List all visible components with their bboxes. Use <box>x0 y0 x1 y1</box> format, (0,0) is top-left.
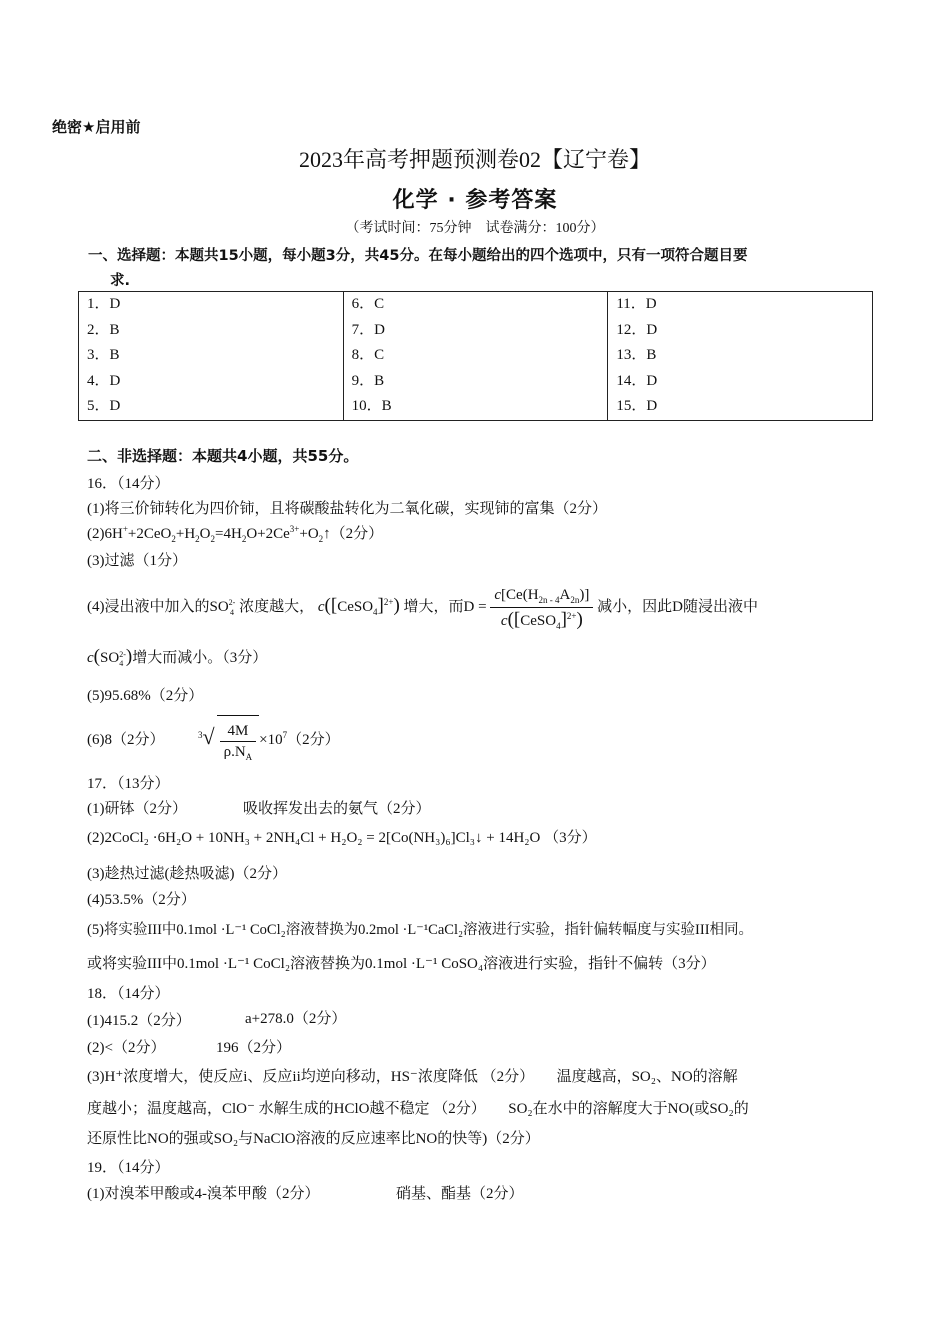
math-c: c <box>494 586 502 603</box>
math-exp: 7 <box>282 730 288 740</box>
fraction-numerator: 4M <box>220 721 257 742</box>
q16-title: 16．（14分） <box>87 476 170 492</box>
math-times: ×10 <box>259 732 283 748</box>
answer-item: 5．D <box>87 398 121 415</box>
fraction-denominator: c([CeSO$_4$]$^{2+}$) <box>500 608 583 631</box>
q16-answer-1: (1)将三价铈转化为四价铈，且将碳酸盐转化为二氧化碳，实现铈的富集（2分） <box>87 501 607 517</box>
answer-item: 10．B <box>351 398 392 415</box>
answer-item: 9．B <box>351 372 385 389</box>
math-c: c <box>500 612 508 629</box>
root-index: 3 <box>198 730 203 740</box>
q16-a6-text: （2分） <box>287 732 340 748</box>
q18-answer-3-line1: (3)H⁺浓度增大，使反应i、反应ii均逆向移动，HS⁻浓度降低 （2分） 温度越高，SO₂、NO的溶解 <box>87 1069 738 1085</box>
q19-answer-1-left: (1)对溴苯甲酸或4-溴苯甲酸（2分） <box>87 1186 320 1202</box>
q18-answer-3-line3: 还原性比NO的强或SO₂与NaClO溶液的反应速率比NO的快等)（2分） <box>87 1131 540 1147</box>
q18-answer-1-right: a+278.0（2分） <box>245 1011 347 1027</box>
q16-a4-text: 浓度越大， <box>239 599 315 615</box>
q17-answer-3: (3)趁热过滤(趁热吸滤)（2分） <box>87 866 287 882</box>
confidential-mark: 绝密★启用前 <box>52 118 141 136</box>
fraction-numerator: $c[Ce(H_{2n - 4}A_{2n})]$ <box>490 583 593 608</box>
section2-heading: 二、非选择题：本题共4小题，共55分。 <box>87 447 359 465</box>
q16-answer-4: (4)浸出液中加入的SO2- 4 浓度越大， c([CeSO$_4$]$^{2+}$) 增大，而D = $\frac{c[Ce(H_{2n - 4}A_{2n})]}{c([CeSO_4]^{2+})}$ 减小，因此D随浸出液中 <box>87 576 758 636</box>
answer-table-row <box>79 292 873 421</box>
q18-answer-2-left: (2)<（2分） <box>87 1040 166 1056</box>
q16-a2-part: ↑（2分） <box>323 526 384 542</box>
q17-a2-text: （3分） <box>544 830 597 846</box>
math-ceso4: CeSO <box>337 599 374 615</box>
page-title: 2023年高考押题预测卷02【辽宁卷】 <box>298 147 651 172</box>
q18-answer-2-right: 196（2分） <box>216 1040 292 1056</box>
math-sub: 2n <box>570 594 580 605</box>
exam-info: （考试时间：75分钟 试卷满分：100分） <box>345 221 605 236</box>
q19-title: 19．（14分） <box>87 1160 170 1176</box>
math-sub: A <box>245 752 253 763</box>
answer-item: 11．D <box>616 296 657 312</box>
answer-item: 13．B <box>616 347 657 364</box>
q16-a2-part: +2CeO <box>127 526 172 542</box>
q18-title: 18．（14分） <box>87 986 170 1002</box>
math-h: H <box>527 586 539 603</box>
answer-item: 7．D <box>351 321 385 338</box>
q16-a4-text: 增大，而 <box>403 599 464 615</box>
math-so4: SO <box>100 650 120 666</box>
q16-a2-part: +H <box>175 526 196 542</box>
q16-a4-text: (4)浸出液中加入的SO <box>87 599 229 615</box>
q18-answer-1-left: (1)415.2（2分） <box>87 1013 191 1029</box>
q16-a2-part: (2)6H <box>87 526 123 542</box>
math-c: c <box>87 650 94 666</box>
answer-item: 4．D <box>87 372 121 389</box>
q17-a2-equation: 2CoCl₂ ·6H₂O + 10NH₃ + 2NH₄Cl + H₂O₂ = 2[Co(NH₃)₆]Cl₃↓ + 14H₂O <box>104 830 541 846</box>
answer-item: 15．D <box>616 398 658 415</box>
page-subtitle: 化学 · 参考答案 <box>392 188 558 213</box>
math-ce: Ce <box>506 586 523 603</box>
answer-column-3 <box>608 292 873 421</box>
section1-heading-cont: 求. <box>110 273 131 289</box>
q16-a2-part: =4H <box>215 526 242 542</box>
q17-answer-5-line1: (5)将实验III中0.1mol ·L⁻¹ CoCl₂溶液替换为0.2mol ·L⁻¹CaCl₂溶液进行实验，指针偏转幅度与实验III相同。 <box>87 922 754 938</box>
math-a: A <box>559 586 571 603</box>
answer-item: 6．C <box>351 296 385 312</box>
answer-item: 14．D <box>616 372 658 389</box>
q16-answer-3: (3)过滤（1分） <box>87 553 187 569</box>
q18-answer-3-line2: 度越小；温度越高，ClO⁻ 水解生成的HClO越不稳定 （2分） SO₂在水中的溶解度大于NO(或SO₂的 <box>87 1101 749 1117</box>
answer-item: 2．B <box>87 321 120 338</box>
answer-item: 12．D <box>616 321 658 338</box>
answer-item: 1．D <box>87 296 121 312</box>
math-c: c <box>317 599 325 615</box>
math-den: ρ.N <box>223 744 246 761</box>
q16-a4-text: 减小，因此D随浸出液中 <box>597 599 758 615</box>
q16-a2-part: O+2Ce <box>246 526 290 542</box>
q16-a4-fraction <box>490 583 593 633</box>
answer-item: 8．C <box>351 347 385 364</box>
q16-answer-2: $(2)6H^++2CeO_2+H_2O_2=4H_2O+2Ce^{3+}+O_2↑(2$分） <box>87 524 384 544</box>
math-D: D <box>463 599 475 615</box>
answer-item: 3．B <box>87 347 120 364</box>
q16-a4-ceso4-conc: c([CeSO$_4$]$^{2+}$) <box>317 595 400 617</box>
math-sub: 2n - 4 <box>538 594 560 605</box>
section1-heading-text: 一、选择题：本题共15小题，每小题3分，共45分。在每小题给出的四个选项中，只有一项符合题目要 <box>88 248 748 264</box>
answer-column-1 <box>79 292 344 421</box>
q17-title: 17．（13分） <box>87 776 170 792</box>
q16-a4-text: 增大而减小。（3分） <box>132 650 268 666</box>
q16-answer-4-cont: c(SO2- 4 )增大而减小。（3分） <box>87 646 268 668</box>
math-ceso4: CeSO <box>520 612 557 629</box>
q16-answer-6 <box>87 712 340 762</box>
q16-a2-part: O <box>199 526 211 542</box>
fraction-denominator <box>220 742 257 762</box>
q17-a2-text: (2) <box>87 830 105 846</box>
q16-a6-cube-root: $^3$√ $\frac{4M}{\rho.N_A}$ <box>198 732 259 748</box>
q17-answer-2 <box>87 826 597 847</box>
section1-heading <box>88 244 878 294</box>
q16-a6-text: (6)8（2分） <box>87 732 165 748</box>
answer-column-2 <box>343 292 608 421</box>
answer-table <box>78 291 873 421</box>
math-equals: = <box>478 599 487 615</box>
q17-answer-4: (4)53.5%（2分） <box>87 892 196 908</box>
q17-answer-1-left: (1)研钵（2分） <box>87 801 187 817</box>
q16-a2-part: +O <box>299 526 319 542</box>
q19-answer-1-right: 硝基、酯基（2分） <box>396 1186 524 1202</box>
q16-answer-5: (5)95.68%（2分） <box>87 688 204 704</box>
q17-answer-5-line2: 或将实验III中0.1mol ·L⁻¹ CoCl₂溶液替换为0.1mol ·L⁻¹ CoSO₄溶液进行实验，指针不偏转（3分） <box>87 956 716 972</box>
q17-answer-1-right: 吸收挥发出去的氨气（2分） <box>243 801 431 817</box>
